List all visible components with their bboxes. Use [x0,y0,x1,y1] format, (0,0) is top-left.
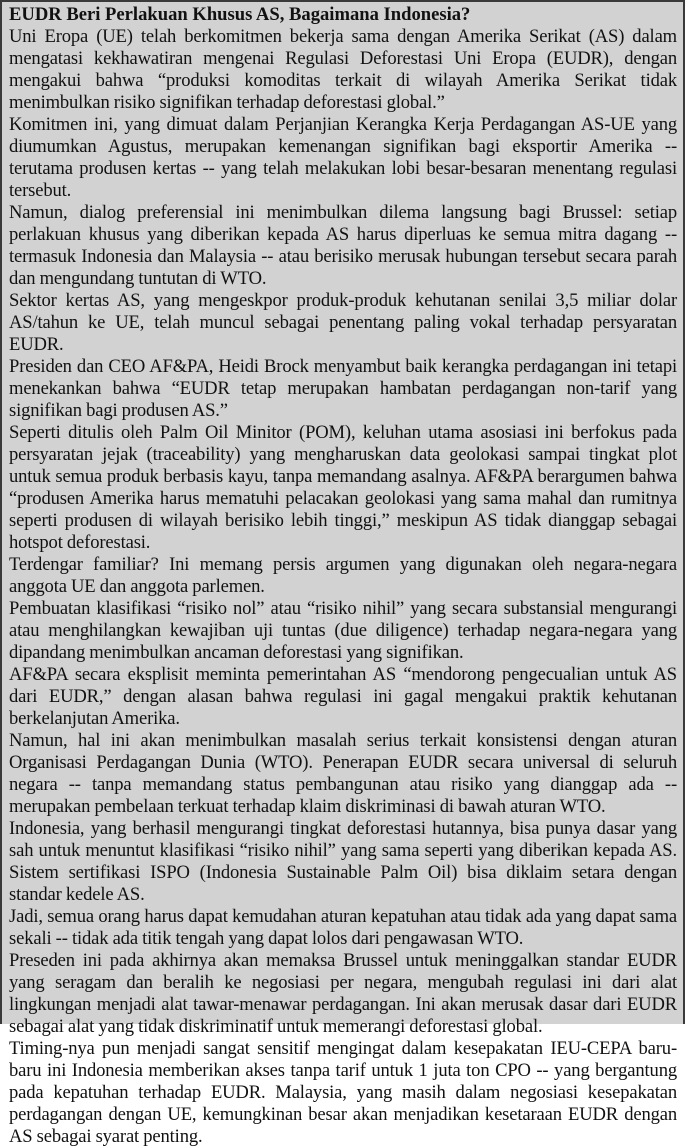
article-paragraph-10: Namun, hal ini akan menimbulkan masalah serius terkait konsistensi dengan aturan Organisasi Perdagangan Dunia (WTO). Penerapan EUDR secara universal di seluruh negara -- tanpa memandang status pembangunan atau risiko yang dianggap ada -- merupakan pembelaan terkuat terhadap klaim diskriminasi di bawah aturan WTO. [9,730,677,817]
article-title: EUDR Beri Perlakuan Khusus AS, Bagaimana Indonesia? [9,4,471,25]
article-paragraph-8: Pembuatan klasifikasi “risiko nol” atau “risiko nihil” yang secara substansial mengurangi atau menghilangkan kewajiban uji tuntas (due diligence) terhadap negara-negara yang dipandang menimbulkan ancaman deforestasi yang signifikan. [9,598,677,663]
article-paragraph-9: AF&PA secara eksplisit meminta pemerintahan AS “mendorong pengecualian untuk AS dari EUDR,” dengan alasan bahwa regulasi ini gagal mengakui praktik kehutanan berkelanjutan Amerika. [9,664,677,729]
article-paragraph-14: Timing-nya pun menjadi sangat sensitif mengingat dalam kesepakatan IEU-CEPA baru-baru ini Indonesia memberikan akses tanpa tarif untuk 1 juta ton CPO -- yang bergantung pada kepatuhan terhadap EUDR. Malaysia, yang masih dalam negosiasi kesepakatan perdagangan dengan UE, kemungkinan besar akan menjadikan kesetaraan EUDR dengan AS sebagai syarat penting. [9,1038,677,1147]
article-paragraph-11: Indonesia, yang berhasil mengurangi tingkat deforestasi hutannya, bisa punya dasar yang sah untuk menuntut klasifikasi “risiko nihil” yang sama seperti yang diberikan kepada AS. Sistem sertifikasi ISPO (Indonesia Sustainable Palm Oil) bisa diklaim setara dengan standar kedele AS. [9,818,677,905]
article-paragraph-7: Terdengar familiar? Ini memang persis argumen yang digunakan oleh negara-negara anggota UE dan anggota parlemen. [9,554,677,597]
article-paragraph-6: Seperti ditulis oleh Palm Oil Minitor (POM), keluhan utama asosiasi ini berfokus pada persyaratan jejak (traceability) yang mengharuskan data geolokasi sampai tingkat plot untuk semua produk berbasis kayu, tanpa memandang asalnya. AF&PA berargumen bahwa “produsen Amerika harus mematuhi pelacakan geolokasi yang sama mahal dan rumitnya seperti produsen di wilayah berisiko lebih tinggi,” meskipun AS tidak dianggap sebagai hotspot deforestasi. [9,422,677,553]
article-paragraph-2: Komitmen ini, yang dimuat dalam Perjanjian Kerangka Kerja Perdagangan AS-UE yang diumumkan Agustus, merupakan kemenangan signifikan bagi eksportir Amerika -- terutama produsen kertas -- yang telah melakukan lobi besar-besaran menentang regulasi tersebut. [9,114,677,201]
article-paragraph-5: Presiden dan CEO AF&PA, Heidi Brock menyambut baik kerangka perdagangan ini tetapi menekankan bahwa “EUDR tetap merupakan hambatan perdagangan non-tarif yang signifikan bagi produsen AS.” [9,356,677,421]
article-paragraph-13: Preseden ini pada akhirnya akan memaksa Brussel untuk meninggalkan standar EUDR yang seragam dan beralih ke negosiasi per negara, mengubah regulasi ini dari alat lingkungan menjadi alat tawar-menawar perdagangan. Ini akan merusak dasar dari EUDR sebagai alat yang tidak diskriminatif untuk memerangi deforestasi global. [9,950,677,1037]
article-paragraph-12: Jadi, semua orang harus dapat kemudahan aturan kepatuhan atau tidak ada yang dapat sama sekali -- tidak ada titik tengah yang dapat lolos dari pengawasan WTO. [9,906,677,949]
article-paragraph-1: Uni Eropa (UE) telah berkomitmen bekerja sama dengan Amerika Serikat (AS) dalam mengatasi kekhawatiran mengenai Regulasi Deforestasi Uni Eropa (EUDR), dengan mengakui bahwa “produksi komoditas terkait di wilayah Amerika Serikat tidak menimbulkan risiko signifikan terhadap deforestasi global.” [9,26,677,113]
article-paragraph-4: Sektor kertas AS, yang mengeskpor produk-produk kehutanan senilai 3,5 miliar dolar AS/tahun ke UE, telah muncul sebagai penentang paling vokal terhadap persyaratan EUDR. [9,290,677,355]
article-paragraph-3: Namun, dialog preferensial ini menimbulkan dilema langsung bagi Brussel: setiap perlakuan khusus yang diberikan kepada AS harus diperluas ke semua mitra dagang -- termasuk Indonesia dan Malaysia -- atau berisiko merusak hubungan tersebut secara parah dan mengundang tuntutan di WTO. [9,202,677,289]
